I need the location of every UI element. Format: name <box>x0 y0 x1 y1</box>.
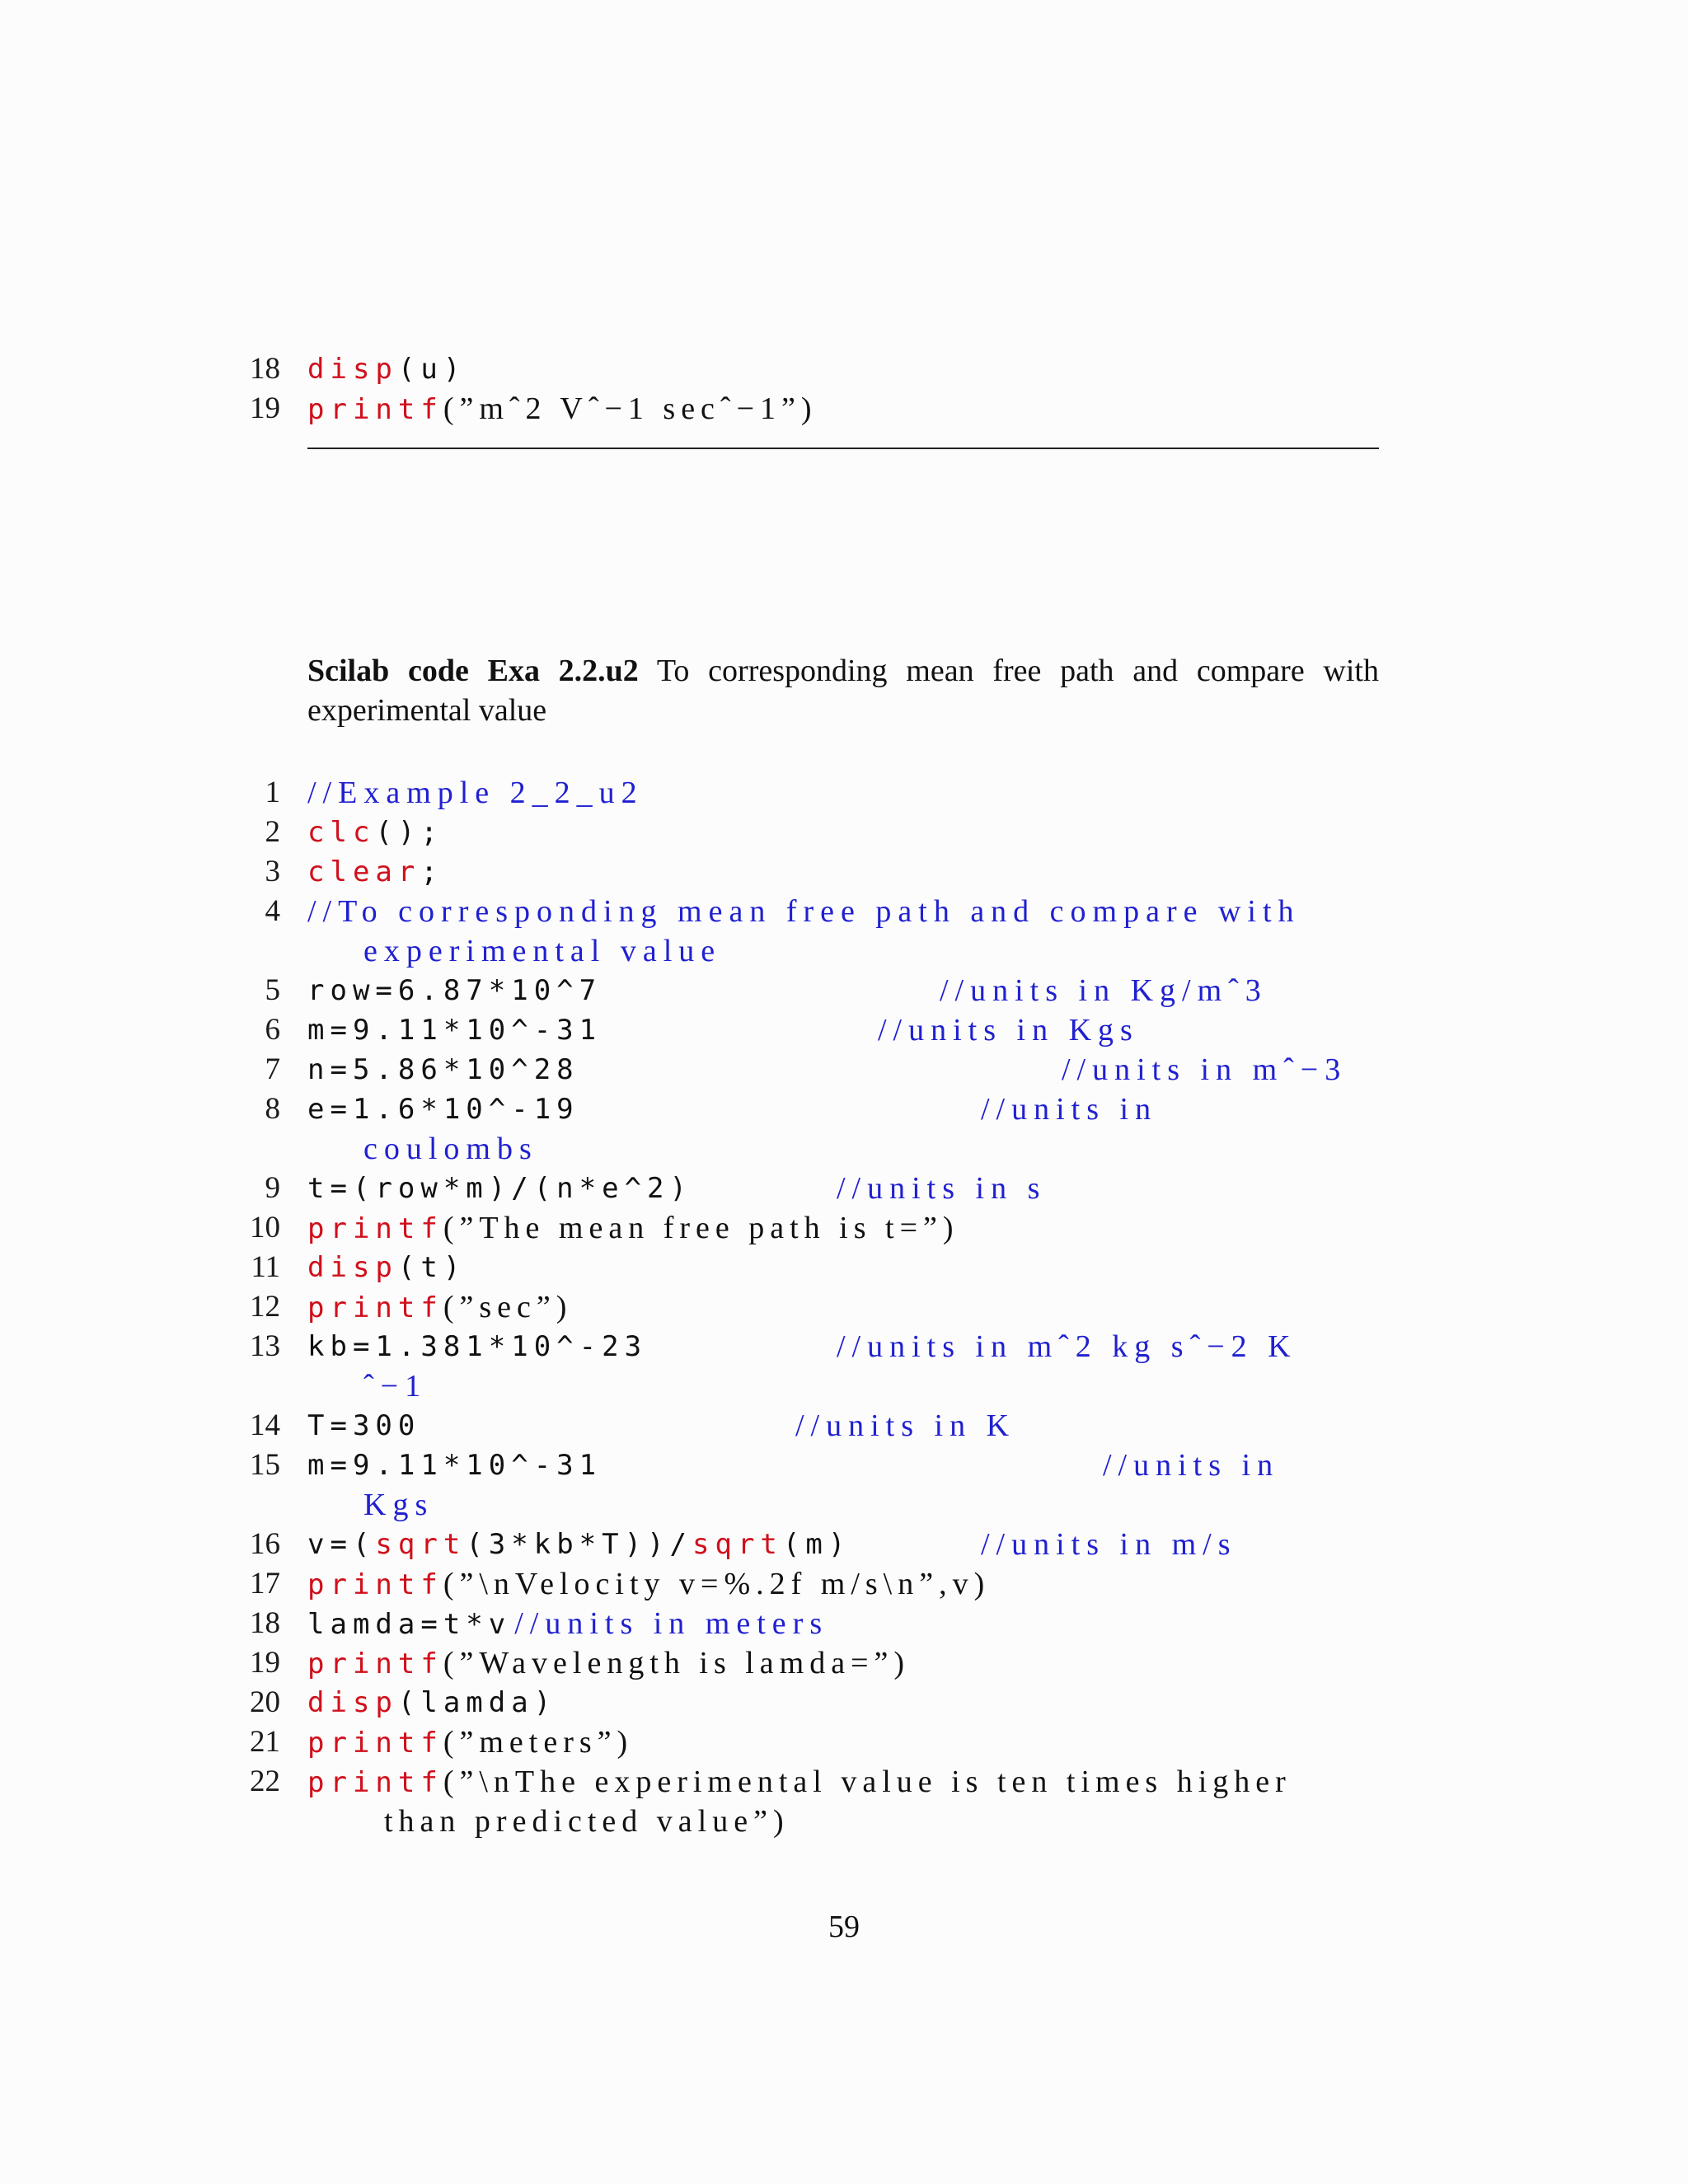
code-text: (t) <box>397 1251 467 1284</box>
code-string: than predicted value”) <box>384 1804 790 1839</box>
line-number: 18 <box>250 352 280 386</box>
line-number: 22 <box>250 1765 280 1798</box>
caption-text: To corresponding mean free path and compare with experimental value <box>307 654 1379 728</box>
line-number: 1 <box>265 776 280 809</box>
code-comment: //To corresponding mean free path and compare with <box>307 894 1301 929</box>
code-keyword: clear <box>307 855 421 888</box>
code-caption <box>307 651 1379 730</box>
code-line <box>307 1248 466 1293</box>
code-text: row=6.87*10^7 <box>307 974 603 1007</box>
code-comment: //units in K <box>795 1408 1016 1443</box>
code-comment: //Example 2_2_u2 <box>307 776 644 810</box>
code-comment: Kgs <box>363 1488 434 1522</box>
code-line <box>307 389 818 435</box>
code-line <box>307 1090 579 1135</box>
code-text: (3*kb*T))/ <box>466 1528 693 1561</box>
code-text: m=9.11*10^-31 <box>307 1449 603 1482</box>
code-line <box>307 1050 579 1095</box>
code-string: (”sec”) <box>443 1290 573 1324</box>
line-number: 14 <box>250 1408 280 1442</box>
code-keyword: printf <box>307 1766 443 1799</box>
code-comment: //units in mˆ−3 <box>1062 1052 1348 1087</box>
code-keyword: printf <box>307 1568 443 1601</box>
line-number: 18 <box>250 1606 280 1640</box>
code-string: (”\nThe experimental value is ten times higher <box>443 1765 1292 1799</box>
code-comment: experimental value <box>363 934 722 968</box>
code-text: v=( <box>307 1528 376 1561</box>
code-comment: //units in Kgs <box>878 1013 1139 1047</box>
code-comment-col <box>795 1406 1015 1452</box>
code-text: (); <box>375 816 443 849</box>
code-comment: //units in <box>1103 1448 1280 1483</box>
code-line <box>307 1169 692 1214</box>
code-string: (”meters”) <box>443 1725 634 1760</box>
line-number: 9 <box>265 1171 280 1205</box>
code-string: (”\nVelocity v=%.2f m/s\n”,v) <box>443 1567 991 1601</box>
code-line <box>307 1446 602 1491</box>
code-keyword: disp <box>307 1686 398 1719</box>
code-keyword: disp <box>307 353 398 386</box>
code-keyword: sqrt <box>692 1528 783 1561</box>
code-keyword: printf <box>307 1291 443 1324</box>
code-comment: //units in m/s <box>981 1527 1237 1562</box>
line-number: 19 <box>250 1646 280 1680</box>
line-number: 2 <box>265 815 280 849</box>
code-text: n=5.86*10^28 <box>307 1053 579 1086</box>
line-number: 5 <box>265 973 280 1007</box>
line-number: 3 <box>265 855 280 888</box>
code-string: (”Wavelength is lamda=”) <box>443 1646 911 1680</box>
code-keyword: sqrt <box>375 1528 467 1561</box>
code-line-wrap <box>384 1802 790 1848</box>
code-line <box>307 1010 602 1056</box>
code-text: (u) <box>397 353 467 386</box>
code-comment: //units in Kg/mˆ3 <box>940 973 1268 1008</box>
code-line <box>307 1525 851 1570</box>
code-text: t=(row*m)/(n*e^2) <box>307 1172 692 1205</box>
code-comment: coulombs <box>363 1132 538 1166</box>
code-text: m=9.11*10^-31 <box>307 1014 603 1047</box>
code-comment-col <box>1103 1446 1279 1492</box>
line-number: 6 <box>265 1013 280 1047</box>
code-text: T=300 <box>307 1409 421 1442</box>
code-comment: //units in <box>981 1092 1158 1127</box>
code-string: (”The mean free path is t=”) <box>443 1211 959 1245</box>
code-keyword: printf <box>307 1647 443 1680</box>
line-number: 16 <box>250 1527 280 1561</box>
page-number: 59 <box>828 1910 860 1944</box>
listing-end-rule <box>307 448 1379 449</box>
code-comment-col <box>981 1090 1157 1136</box>
caption-label: Scilab code Exa 2.2.u2 <box>307 654 639 688</box>
code-line <box>307 852 443 898</box>
line-number: 11 <box>251 1250 280 1284</box>
code-line <box>307 1406 420 1451</box>
line-number: 15 <box>250 1448 280 1482</box>
code-text: e=1.6*10^-19 <box>307 1093 579 1126</box>
code-keyword: disp <box>307 1251 398 1284</box>
line-number: 8 <box>265 1092 280 1126</box>
line-number: 7 <box>265 1052 280 1086</box>
code-keyword: printf <box>307 1727 443 1760</box>
code-comment-col <box>837 1327 1297 1373</box>
code-comment-col <box>981 1525 1236 1571</box>
line-number: 13 <box>250 1329 280 1363</box>
code-keyword: printf <box>307 393 443 426</box>
code-text: ; <box>420 855 443 888</box>
line-number: 12 <box>250 1290 280 1324</box>
code-text: lamda=t*v <box>307 1608 512 1641</box>
code-line <box>307 971 602 1016</box>
code-line <box>307 1683 556 1728</box>
code-line <box>307 1327 647 1372</box>
code-text: (lamda) <box>397 1686 557 1719</box>
code-line <box>307 813 443 858</box>
code-comment: //units in s <box>837 1171 1047 1206</box>
code-string: (”mˆ2 Vˆ−1 secˆ−1”) <box>443 391 818 426</box>
line-number: 4 <box>265 894 280 928</box>
line-number: 20 <box>250 1685 280 1719</box>
code-comment: //units in meters <box>514 1606 829 1641</box>
code-keyword: clc <box>307 816 376 849</box>
code-text: kb=1.381*10^-23 <box>307 1330 648 1363</box>
line-number: 21 <box>250 1725 280 1759</box>
code-keyword: printf <box>307 1212 443 1245</box>
line-number: 19 <box>250 391 280 425</box>
code-text: (m) <box>782 1528 851 1561</box>
line-number: 17 <box>250 1567 280 1601</box>
code-line <box>307 349 466 395</box>
code-comment: ˆ−1 <box>363 1369 428 1404</box>
line-number: 10 <box>250 1211 280 1244</box>
code-comment: //units in mˆ2 kg sˆ−2 K <box>837 1329 1297 1364</box>
